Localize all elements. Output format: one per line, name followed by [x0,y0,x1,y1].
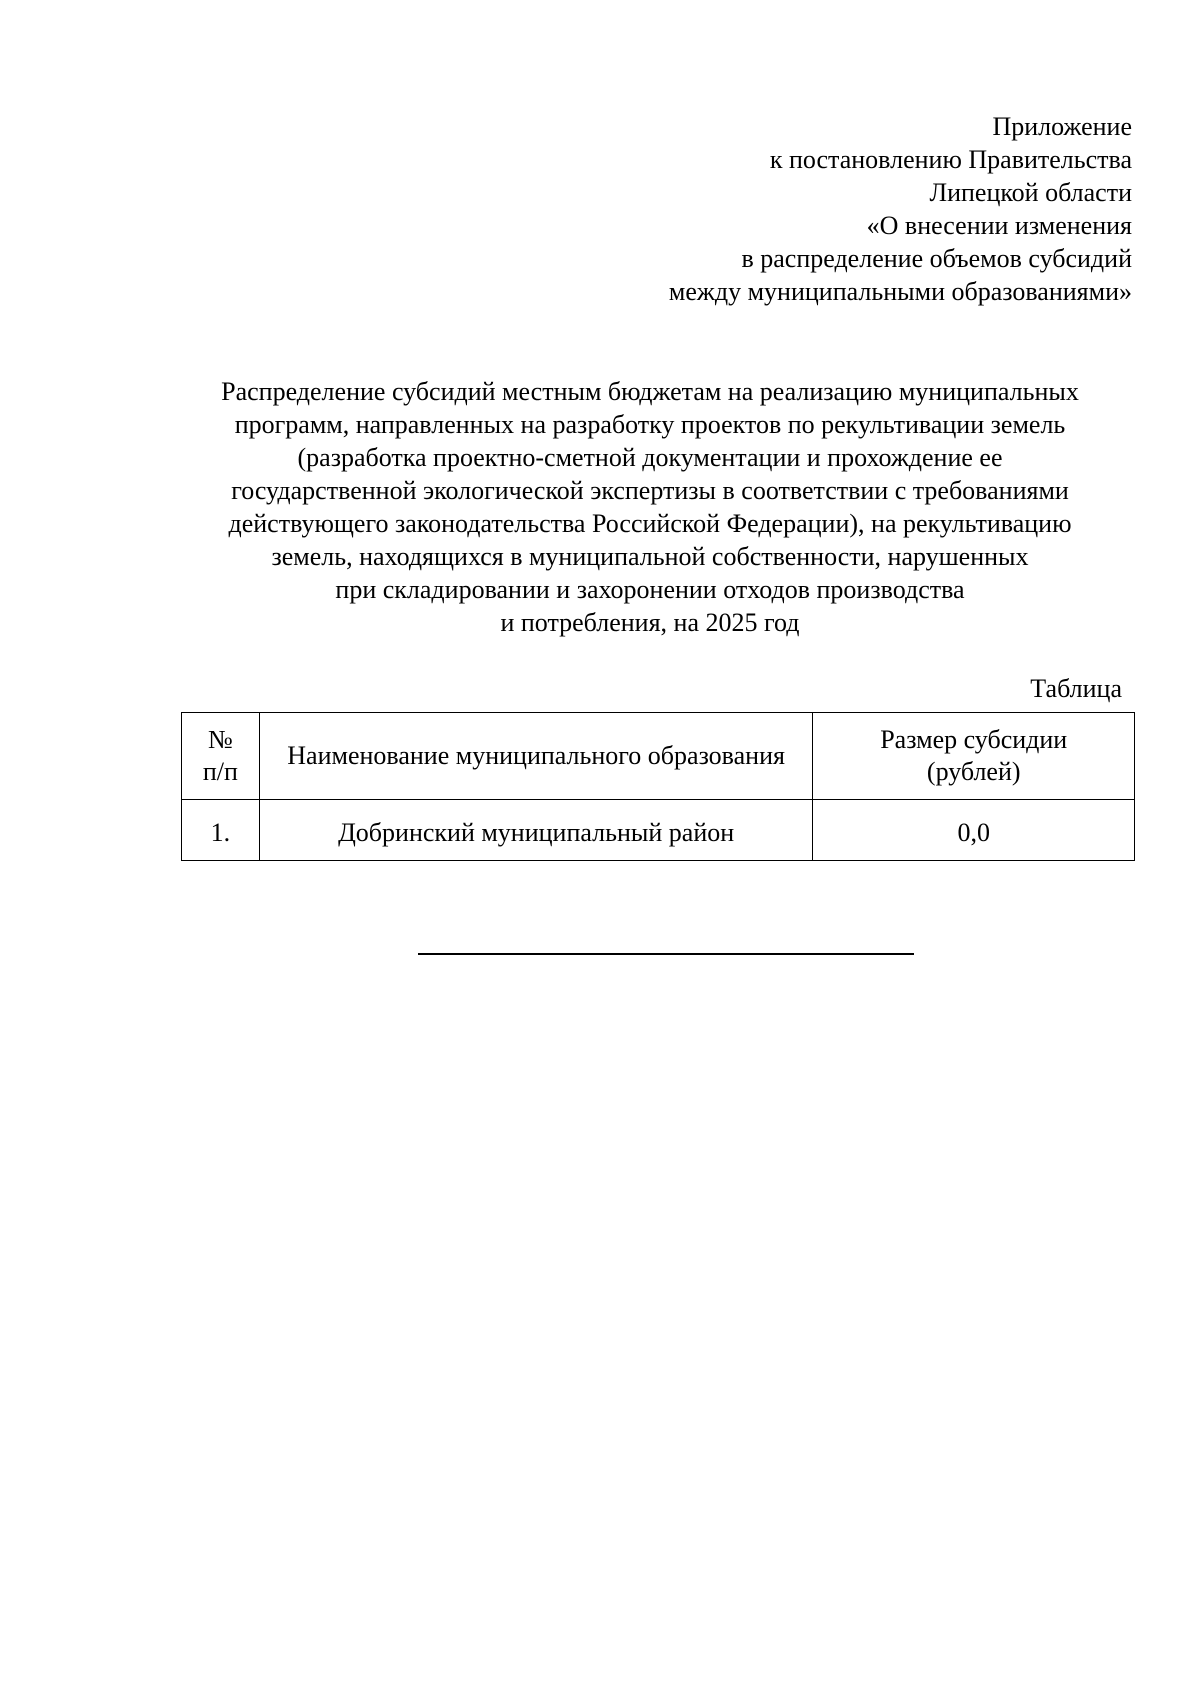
header-cell-amount [813,713,1135,800]
table-header-row [182,713,1135,800]
title-line: программ, направленных на разработку проектов по рекультивации земель [234,410,1066,439]
table-label: Таблица [1030,674,1122,703]
header-amount-label: Размер субсидии [880,725,1068,754]
title-line: и потребления, на 2025 год [500,608,800,637]
document-title [160,375,1140,639]
title-line: действующего законодательства Российской Федерации), на рекультивацию [228,509,1072,538]
header-cell-name: Наименование муниципального образования [259,713,813,800]
title-line: государственной экологической экспертизы в соответствии с требованиями [231,476,1069,505]
title-line: земель, находящихся в муниципальной собственности, нарушенных [271,542,1029,571]
cell-municipality: Добринский муниципальный район [259,800,813,861]
title-line: при складировании и захоронении отходов производства [335,575,965,604]
subsidy-table [181,712,1135,861]
header-number-abbr: п/п [202,757,238,786]
table-row [182,800,1135,861]
appendix-line: между муниципальными образованиями» [668,277,1132,306]
appendix-line: Приложение [992,112,1132,141]
cell-amount: 0,0 [813,800,1135,861]
header-amount-unit: (рублей) [926,757,1021,786]
title-line: Распределение субсидий местным бюджетам на реализацию муниципальных [221,377,1079,406]
appendix-line: Липецкой области [929,178,1132,207]
cell-number: 1. [182,800,260,861]
appendix-line: к постановлению Правительства [769,145,1132,174]
appendix-line: «О внесении изменения [866,211,1132,240]
header-number-symbol: № [207,725,233,754]
appendix-line: в распределение объемов субсидий [741,244,1132,273]
header-cell-number [182,713,260,800]
closing-separator-line [418,953,914,955]
appendix-header [432,110,1132,308]
title-line: (разработка проектно-сметной документации и прохождение ее [297,443,1003,472]
